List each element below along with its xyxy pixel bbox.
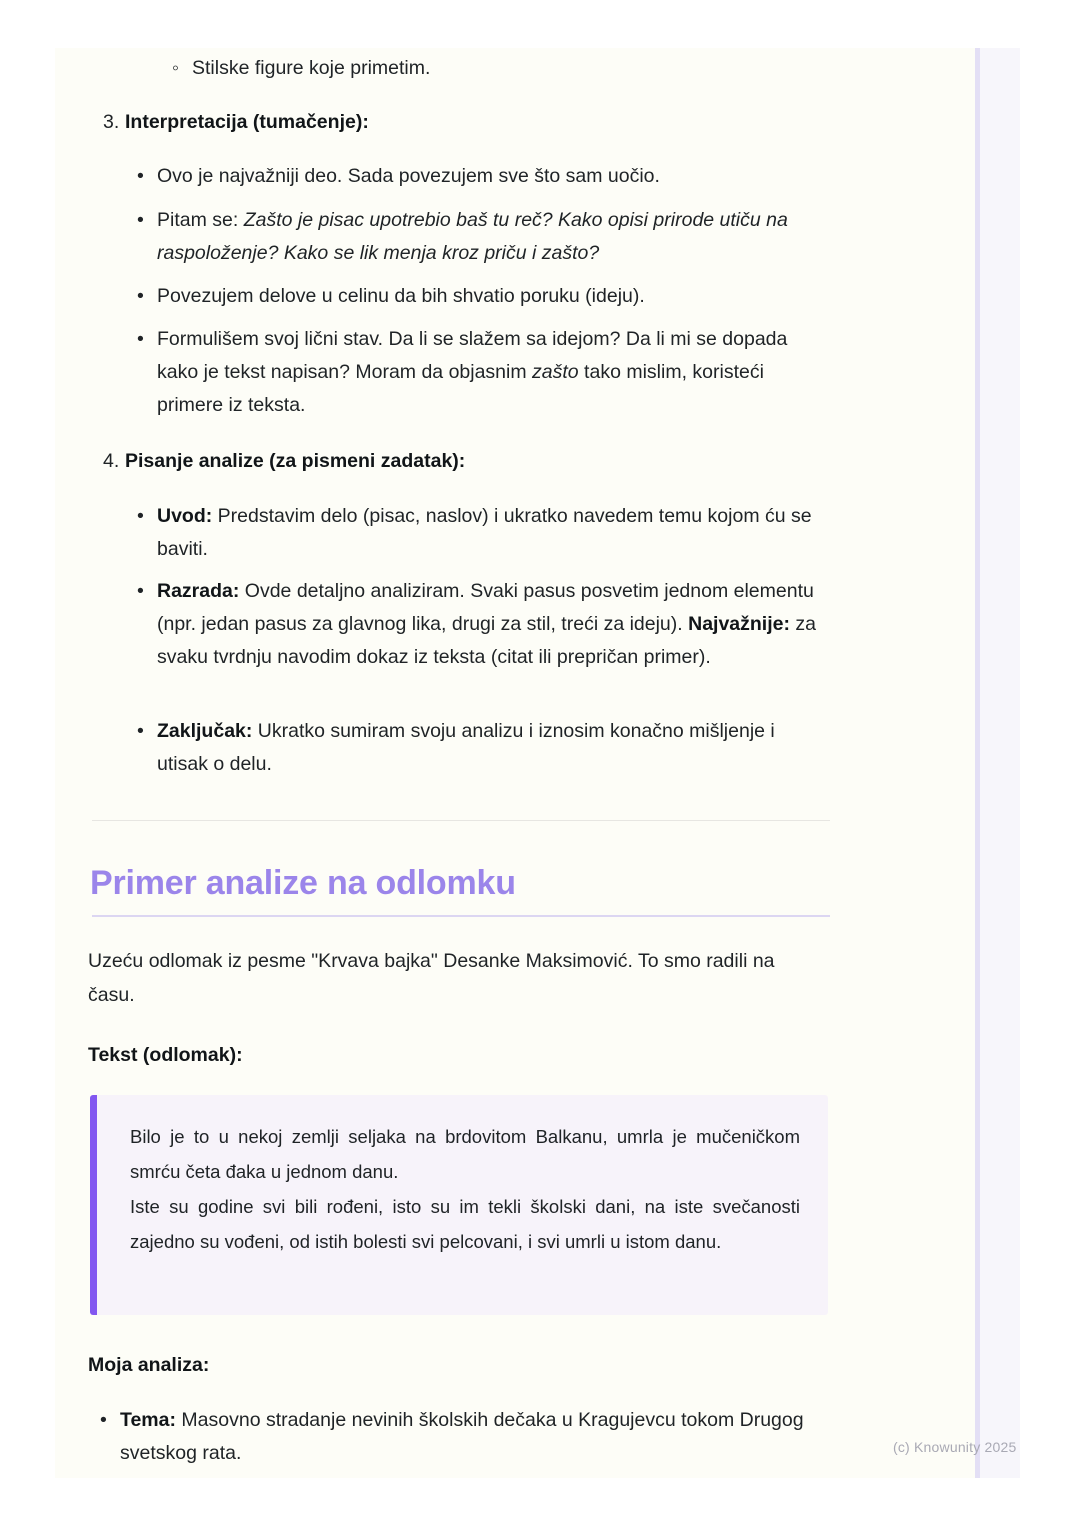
- list-item-label: [157, 500, 830, 566]
- list-item-sub-stilske: [172, 52, 830, 85]
- list-item-tema: [100, 1404, 830, 1470]
- page-title-underline: [92, 915, 830, 917]
- term-label-secondary: Najvažnije:: [688, 613, 790, 635]
- ordered-item-3-title: Interpretacija (tumačenje):: [125, 111, 369, 133]
- list-item-razrada: [137, 575, 830, 674]
- list-item-ovo-je: [137, 160, 830, 193]
- circle-bullet-icon: [172, 52, 192, 85]
- dot-bullet-icon: [137, 500, 157, 566]
- moja-analiza-label: Moja analiza:: [88, 1354, 210, 1376]
- list-item-povezujem: [137, 280, 830, 313]
- trail-text: tako mislim, koristeći primere iz teksta.: [157, 361, 764, 416]
- dot-bullet-icon: [137, 280, 157, 313]
- dot-bullet-icon: [137, 204, 157, 270]
- dot-bullet-icon: [137, 160, 157, 193]
- list-item-label: [157, 323, 830, 422]
- term-description: Ukratko sumiram svoju analizu i iznosim konačno mišljenje i utisak o delu.: [157, 720, 775, 775]
- blockquote: [90, 1095, 828, 1315]
- section-divider: [92, 820, 830, 821]
- dot-bullet-icon: [137, 323, 157, 422]
- list-item-label: Povezujem delove u celinu da bih shvatio poruku (ideju).: [157, 285, 645, 307]
- lead-text: Pitam se:: [157, 209, 244, 231]
- dot-bullet-icon: [137, 715, 157, 781]
- blockquote-line-2: Iste su godine svi bili rođeni, isto su im tekli školski dani, na iste svečanosti zajedno su vođeni, od istih bolesti svi pelcovani, i svi umrli u istom danu.: [130, 1196, 800, 1252]
- list-item-label: [157, 204, 830, 270]
- lead-text: Formulišem svoj lični stav. Da li se slažem sa idejom? Da li mi se dopada kako je tekst napisan? Moram da objasnim: [157, 328, 788, 383]
- copyright-watermark: (c) Knowunity 2025: [893, 1439, 1017, 1455]
- list-item-zakljucak: [137, 715, 830, 781]
- term-description-secondary: za svaku tvrdnju navodim dokaz iz teksta (citat ili prepričan primer).: [157, 613, 816, 668]
- term-description: Ovde detaljno analiziram. Svaki pasus posvetim jednom elementu (npr. jedan pasus za glavnog lika, drugi za stil, treći za ideju).: [157, 580, 814, 635]
- tekst-odlomak-label: Tekst (odlomak):: [88, 1044, 243, 1066]
- dot-bullet-icon: [137, 575, 157, 674]
- page-title: Primer analize na odlomku: [90, 864, 516, 902]
- list-item-formulisem: [137, 323, 830, 422]
- term-description: Predstavim delo (pisac, naslov) i ukratko navedem temu kojom ću se baviti.: [157, 505, 812, 560]
- term-label: Zaključak:: [157, 720, 253, 742]
- list-item-pitam-se: [137, 204, 830, 270]
- ordered-item-3: [103, 106, 841, 139]
- ordered-item-4: [103, 445, 841, 478]
- page-side-strip: [980, 48, 1020, 1478]
- ordered-item-4-number: 4.: [103, 450, 120, 472]
- term-label: Razrada:: [157, 580, 240, 602]
- dot-bullet-icon: [100, 1404, 120, 1470]
- intro-paragraph: Uzeću odlomak iz pesme "Krvava bajka" Desanke Maksimović. To smo radili na času.: [88, 950, 775, 1006]
- blockquote-line-1: Bilo je to u nekoj zemlji seljaka na brdovitom Balkanu, umrla je mučeničkom smrću četa đaka u jednom danu.: [130, 1126, 800, 1182]
- list-item-label: [157, 575, 830, 674]
- emphasis-text: zašto: [532, 361, 579, 383]
- ordered-item-3-number: 3.: [103, 111, 120, 133]
- list-item-label: Stilske figure koje primetim.: [192, 57, 431, 79]
- ordered-item-4-title: Pisanje analize (za pismeni zadatak):: [125, 450, 466, 472]
- emphasis-text: Zašto je pisac upotrebio baš tu reč? Kako opisi prirode utiču na raspoloženje? Kako se lik menja kroz priču i zašto?: [157, 209, 788, 264]
- list-item-uvod: [137, 500, 830, 566]
- list-item-label: [157, 715, 830, 781]
- term-description: Masovno stradanje nevinih školskih dečaka u Kragujevcu tokom Drugog svetskog rata.: [120, 1409, 804, 1464]
- list-item-label: [120, 1404, 830, 1470]
- term-label: Uvod:: [157, 505, 213, 527]
- list-item-label: Ovo je najvažniji deo. Sada povezujem sve što sam uočio.: [157, 165, 660, 187]
- blockquote-accent-bar: [90, 1095, 97, 1315]
- term-label: Tema:: [120, 1409, 176, 1431]
- blockquote-text: [130, 1119, 800, 1259]
